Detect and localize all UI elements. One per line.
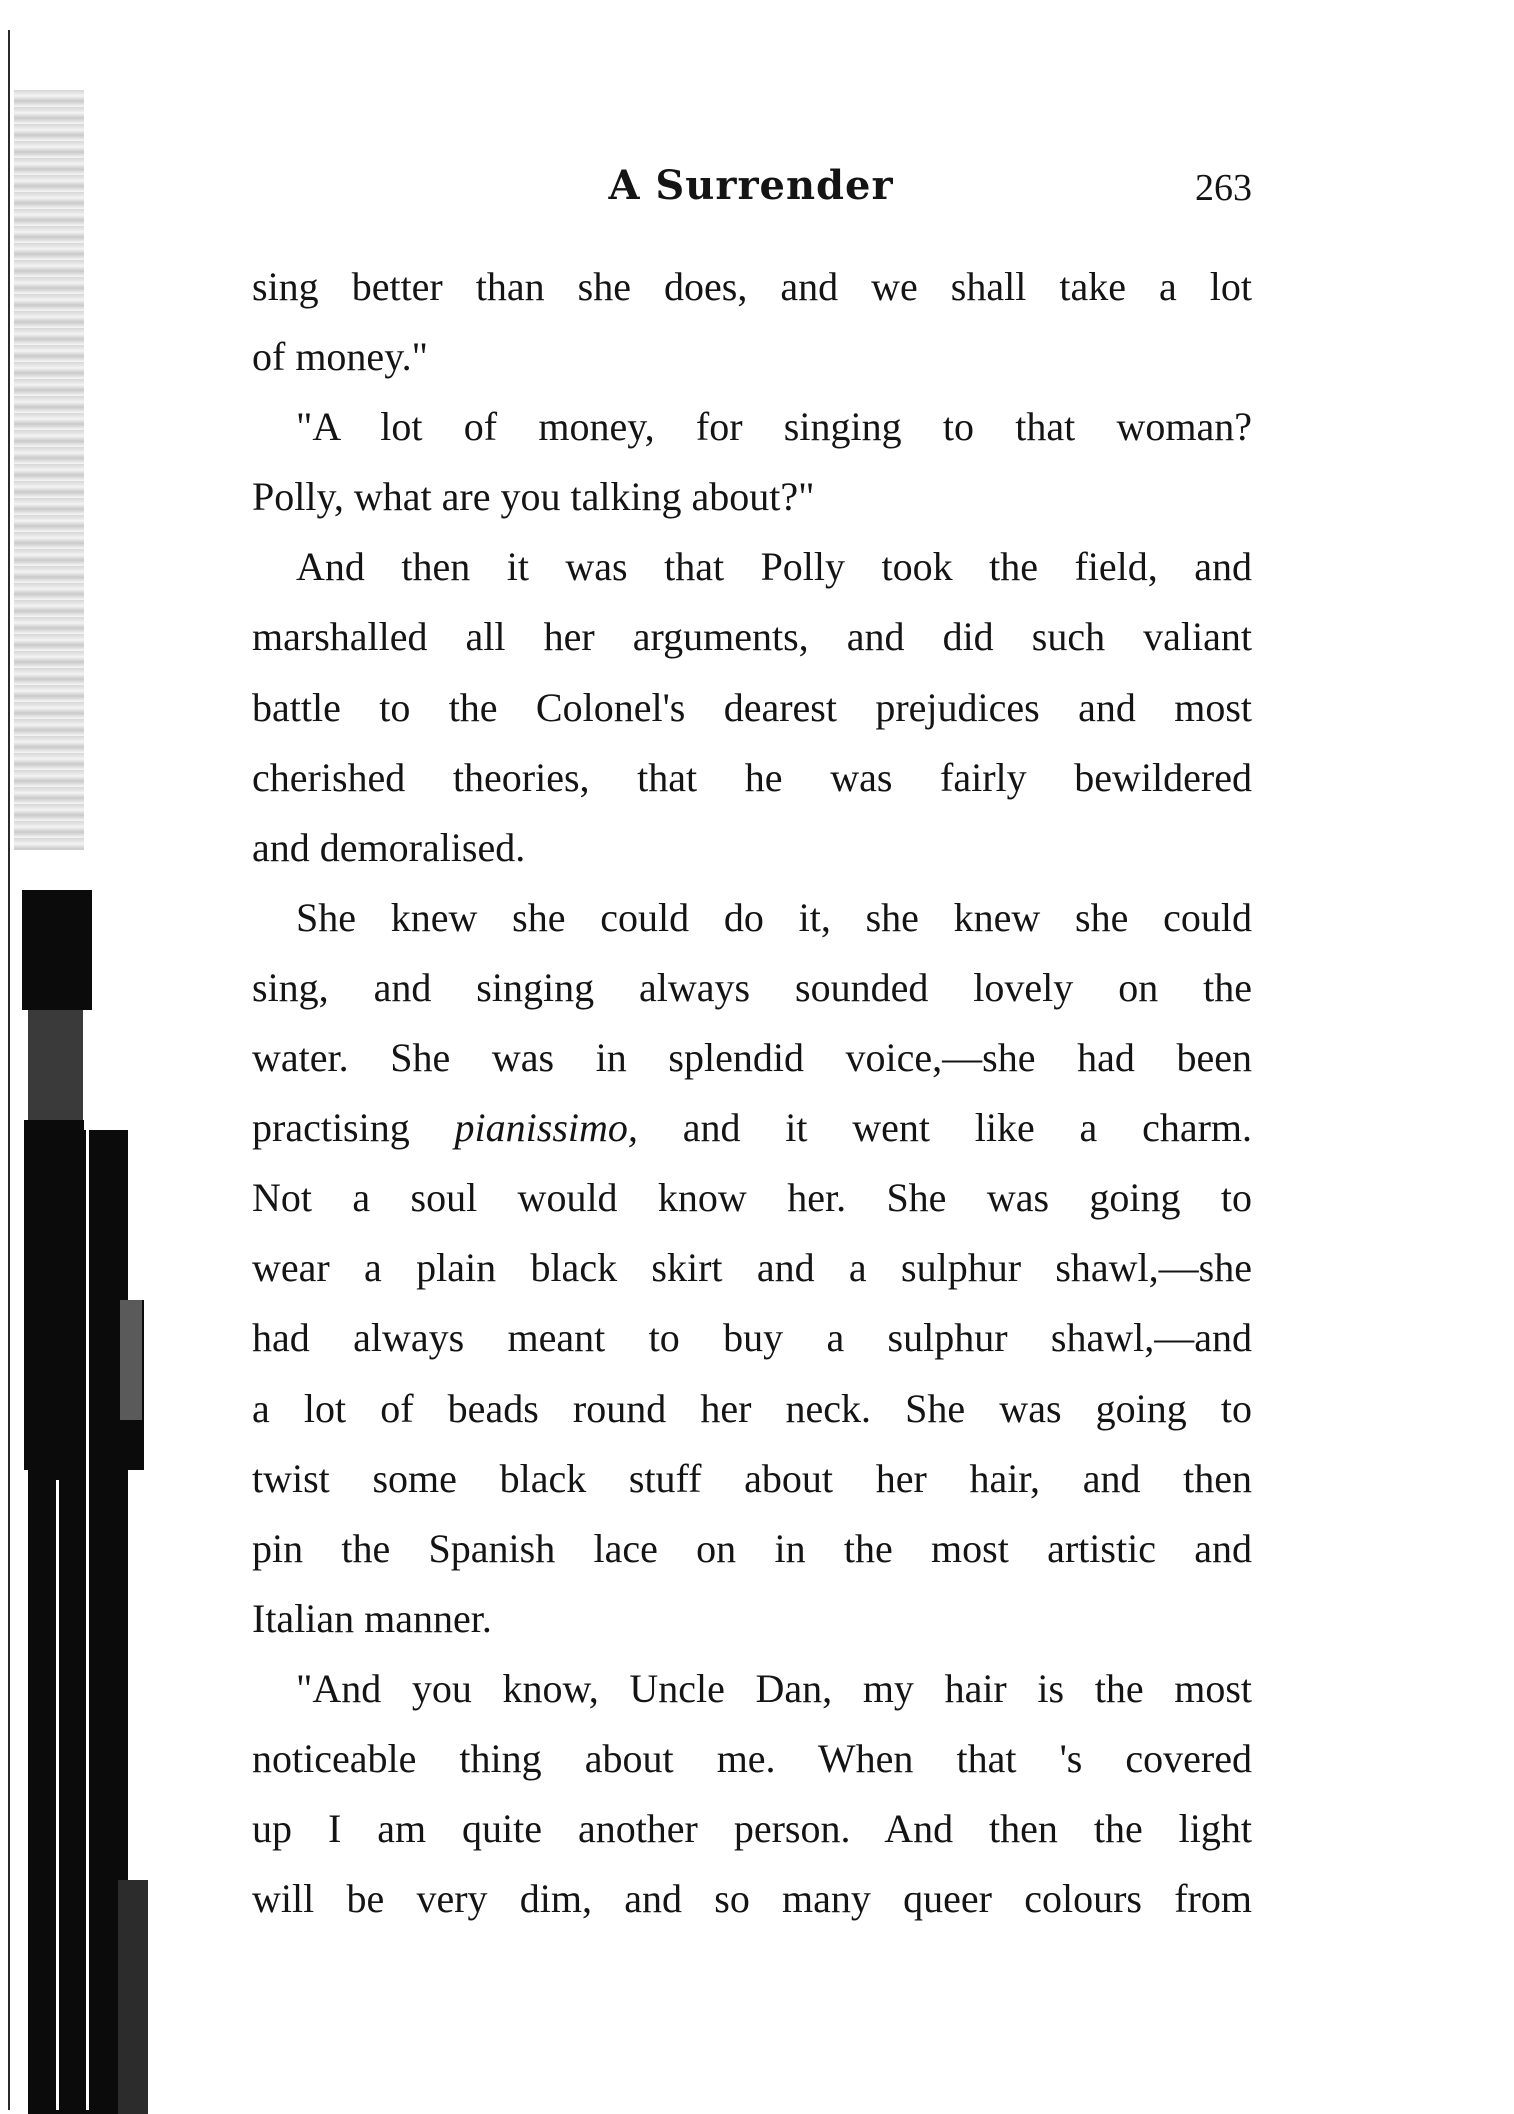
text-line: a lot of beads round her neck. She was going to: [252, 1385, 1252, 1431]
page-number: 263: [1195, 167, 1252, 209]
text-line: noticeable thing about me. When that 's covered: [252, 1735, 1252, 1781]
text-line: sing better than she does, and we shall take a lot: [252, 264, 1252, 309]
text-line: "A lot of money, for singing to that woman?: [296, 404, 1252, 450]
text-line: wear a plain black skirt and a sulphur shawl,—she: [252, 1245, 1252, 1291]
text-line: [252, 1093, 1252, 1163]
body-text: [252, 252, 1252, 1934]
text-line: And then it was that Polly took the field, and: [296, 544, 1252, 590]
text-line: cherished theories, that he was fairly bewildered: [252, 754, 1252, 800]
text-line: twist some black stuff about her hair, and then: [252, 1455, 1252, 1501]
text-line: pin the Spanish lace on in the most artistic and: [252, 1525, 1252, 1571]
text-line: Not a soul would know her. She was going to: [252, 1175, 1252, 1221]
text-line: and demoralised.: [252, 824, 526, 870]
text-line: She knew she could do it, she knew she could: [296, 894, 1252, 940]
text-run: practising: [252, 1105, 410, 1151]
running-title: A Surrender: [608, 162, 894, 209]
text-line: had always meant to buy a sulphur shawl,—and: [252, 1315, 1252, 1361]
text-line: of money.": [252, 334, 428, 380]
text-line: sing, and singing always sounded lovely on the: [252, 964, 1252, 1010]
text-line: "And you know, Uncle Dan, my hair is the most: [296, 1665, 1252, 1711]
binding-shadow: [0, 0, 175, 2114]
italic-word: pianissimo,: [454, 1105, 638, 1151]
page-header: [250, 156, 1252, 216]
text-line: Polly, what are you talking about?": [252, 474, 815, 520]
text-line: will be very dim, and so many queer colours from: [252, 1876, 1252, 1922]
text-line: Italian manner.: [252, 1595, 492, 1641]
text-run: and it went like a charm.: [682, 1105, 1253, 1151]
text-line: water. She was in splendid voice,—she had been: [252, 1035, 1252, 1081]
text-line: battle to the Colonel's dearest prejudices and most: [252, 684, 1252, 730]
text-line: up I am quite another person. And then the light: [252, 1806, 1252, 1852]
text-line: marshalled all her arguments, and did such valiant: [252, 614, 1252, 660]
